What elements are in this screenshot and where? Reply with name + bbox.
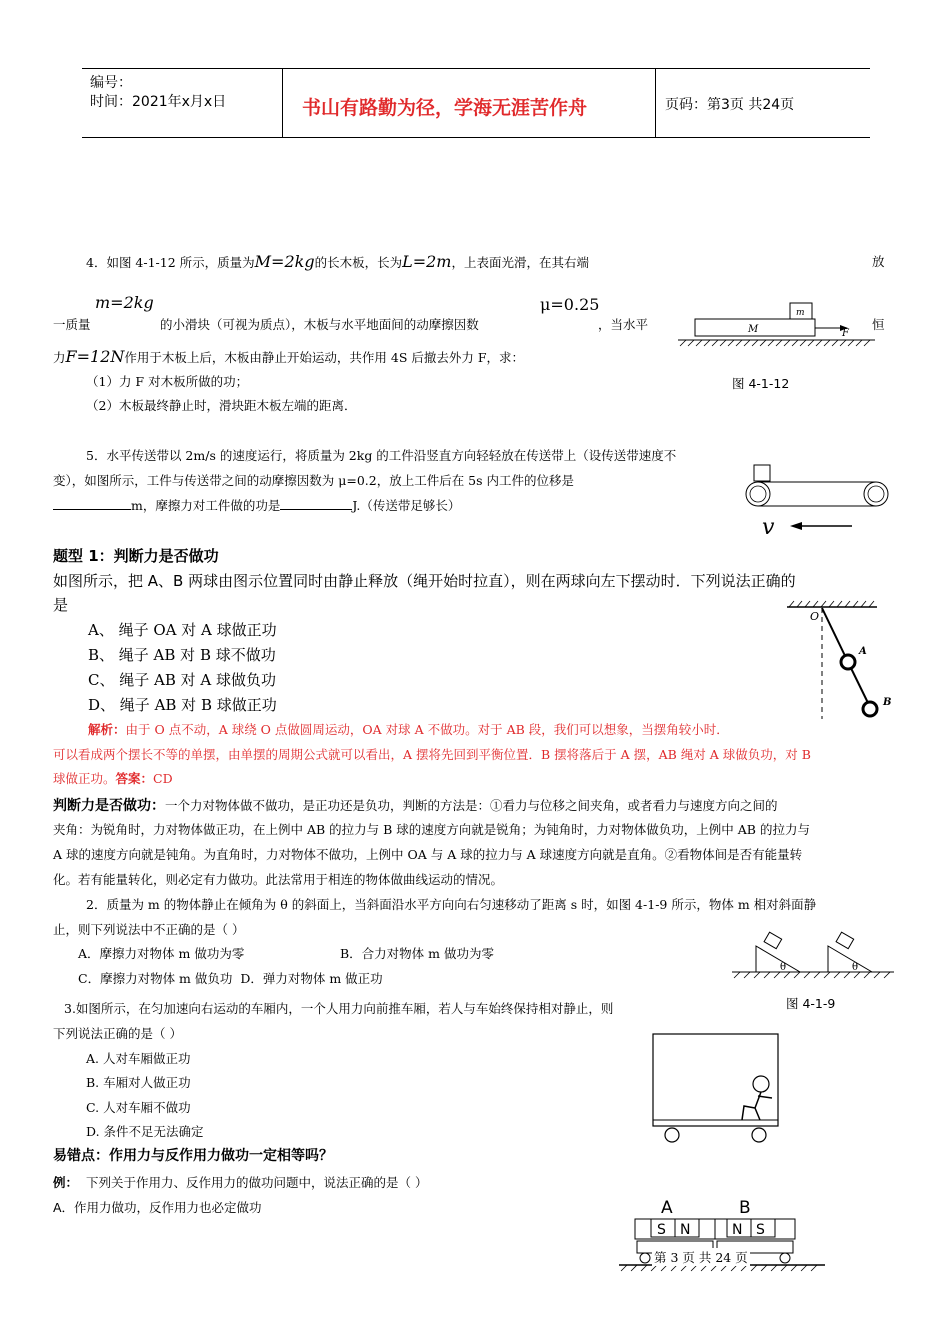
topic1-option-a: A、 绳子 OA 对 A 球做正功 — [88, 621, 277, 639]
figure-train-car — [648, 1032, 783, 1144]
incline-2 — [828, 946, 872, 972]
q3-option-c: C. 人对车厢不做功 — [86, 1100, 191, 1115]
fig-4-1-9-caption: 图 4-1-9 — [786, 996, 836, 1011]
fig-label-theta-2: θ — [852, 962, 859, 973]
q2-option-a: A．摩擦力对物体 m 做功为零 — [78, 946, 245, 961]
ground-hatch — [680, 340, 870, 346]
velocity-arrowhead — [790, 522, 802, 530]
figure-4-1-9 — [728, 918, 898, 980]
fig-label-m: m — [796, 308, 805, 318]
ball-A — [841, 655, 855, 669]
wheel-right — [752, 1128, 766, 1142]
figure-conveyor — [740, 462, 900, 542]
q4-line1: 4．如图 4-1-12 所示，质量为M=2kg的长木板，长为L=2m，上表面光滑，在其右端 — [86, 252, 589, 271]
q4-line1-tail: 放 — [872, 254, 885, 269]
q4-line3: 力F=12N作用于木板上后，木板由静止开始运动，共作用 4S 后撤去外力 F，求： — [53, 347, 525, 366]
judge-p3: A 球的速度方向就是钝角。为直角时，力对物体不做功，上例中 OA 与 A 球的拉力与 A 球速度方向就是直角。②看物体间是否有能量转 — [53, 847, 803, 862]
cart-B-wheel — [780, 1253, 790, 1263]
header-motto: 书山有路勤为径，学海无涯苦作舟 — [302, 97, 588, 119]
q4-line2b: 的小滑块（可视为质点），木板与水平地面间的动摩擦因数 — [160, 317, 479, 332]
block-1 — [764, 932, 782, 949]
q2-line2: 止，则下列说法中不正确的是（ ） — [53, 922, 245, 937]
q4-line2a: 一质量 — [53, 317, 91, 332]
q4-sub1: （1）力 F 对木板所做的功； — [86, 374, 249, 389]
magnet-A-S-label: S — [657, 1222, 666, 1238]
topic1-intro-1: 如图所示，把 A、B 两球由图示位置同时由静止释放（绳开始时拉直），则在两球向左下摆动时．下列说法正确的 — [53, 572, 796, 590]
judge-p4: 化。若有能量转化，则必定有力做功。此法常用于相连的物体做曲线运动的情况。 — [53, 872, 504, 887]
ground-hatch — [734, 972, 890, 978]
topic1-option-c: C、 绳子 AB 对 A 球做负功 — [88, 671, 277, 689]
q4-line2d: 恒 — [872, 317, 885, 332]
judge-p1: 判断力是否做功：一个力对物体做不做功，是正功还是负功，判断的方法是：①看力与位移之间夹角，或者看力与速度方向之间的 — [53, 798, 778, 814]
person-head — [753, 1076, 769, 1092]
topic1-analysis-2: 可以看成两个摆长不等的单摆，由单摆的周期公式就可以看出，A 摆将先回到平衡位置．B 摆将落后于 A 摆，AB 绳对 A 球做负功，对 B — [53, 747, 811, 762]
pitfall-option-a: A．作用力做功，反作用力也必定做功 — [53, 1200, 262, 1215]
figure-4-1-12 — [670, 300, 885, 360]
fig-label-A: A — [661, 1198, 673, 1218]
magnet-A-N-label: N — [680, 1222, 691, 1238]
pitfall-title: 易错点：作用力与反作用力做功一定相等吗？ — [53, 1148, 333, 1164]
header-page: 页码：第3页 共24页 — [665, 97, 795, 113]
q3-line1: 3.如图所示，在匀加速向右运动的车厢内，一个人用力向前推车厢，若人与车始终保持相对静止，则 — [64, 1001, 614, 1016]
q2-option-b: B．合力对物体 m 做功为零 — [340, 946, 494, 961]
ceiling-hatch — [789, 601, 874, 607]
topic1-option-d: D、 绳子 AB 对 B 球做正功 — [88, 696, 277, 714]
q4-line2c: ，当水平 — [598, 317, 649, 332]
fig-label-A: A — [859, 646, 867, 657]
q3-option-d: D. 条件不足无法确定 — [86, 1124, 204, 1139]
q4-mu-eq: μ=0.25 — [540, 295, 600, 314]
incline-1 — [756, 946, 800, 972]
topic1-analysis-3: 球做正功。答案：CD — [53, 771, 173, 786]
q5-line2: 变），如图所示，工件与传送带之间的动摩擦因数为 μ=0.2，放上工件后在 5s 内工件的位移是 — [53, 473, 575, 488]
topic1-analysis-1: 解析：由于 O 点不动，A 球绕 O 点做圆周运动，OA 对球 A 不做功。对于 AB 段，我们可以想象，当摆角较小时． — [88, 722, 729, 737]
cart-A-wheel — [640, 1253, 650, 1263]
fig-label-O: O — [810, 610, 820, 623]
q3-line2: 下列说法正确的是（ ） — [53, 1026, 182, 1041]
q2-line1: 2．质量为 m 的物体静止在倾角为 θ 的斜面上，当斜面沿水平方向向右匀速移动了距离 s 时，如图 4-1-9 所示，物体 m 相对斜面静 — [86, 897, 817, 912]
judge-p2: 夹角：为锐角时，力对物体做正功，在上例中 AB 的拉力与 B 球的速度方向就是锐角；为钝角时，力对物体做负功，上例中 AB 的拉力与 — [53, 822, 810, 837]
topic1-title: 题型 1：判断力是否做功 — [53, 547, 219, 565]
header-time: 时间：2021年x月x日 — [90, 94, 227, 110]
magnet-B-N-label: N — [732, 1222, 743, 1238]
q3-option-b: B. 车厢对人做正功 — [86, 1075, 191, 1090]
q2-option-cd: C．摩擦力对物体 m 做负功 D．弹力对物体 m 做正功 — [78, 971, 383, 986]
pitfall-example: 例： 下列关于作用力、反作用力的做功问题中，说法正确的是（ ） — [53, 1175, 428, 1190]
rope-OA — [822, 608, 848, 662]
q5-line1: 5．水平传送带以 2m/s 的速度运行，将质量为 2kg 的工件沿竖直方向轻轻放在传送带上（设传送带速度不 — [86, 448, 677, 463]
fig-label-v: v — [762, 515, 775, 540]
fig-label-B: B — [883, 697, 892, 708]
fig-label-F: F — [842, 328, 849, 339]
header-divider — [282, 68, 283, 137]
workpiece — [754, 465, 770, 481]
q5-line3: m，摩擦力对工件做的功是 J.（传送带足够长） — [53, 496, 460, 514]
topic1-intro-2: 是 — [53, 596, 69, 614]
q4-m-eq: m=2kg — [95, 293, 154, 312]
fig-label-theta-1: θ — [780, 962, 787, 973]
footer-page: 第 3 页 共 24 页 — [654, 1250, 748, 1265]
header-divider — [655, 68, 656, 137]
q5-blank-2[interactable] — [280, 509, 352, 510]
fig-label-B: B — [739, 1198, 751, 1218]
block-2 — [836, 932, 854, 949]
header-code: 编号： — [90, 75, 132, 91]
ball-B — [863, 702, 877, 716]
q5-blank-1[interactable] — [53, 509, 131, 510]
magnet-B-S-label: S — [756, 1222, 765, 1238]
q4-sub2: （2）木板最终静止时，滑块距木板左端的距离． — [86, 398, 357, 413]
fig-4-1-12-caption: 图 4-1-12 — [732, 376, 790, 391]
topic1-option-b: B、 绳子 AB 对 B 球不做功 — [88, 646, 276, 664]
q3-option-a: A. 人对车厢做正功 — [86, 1051, 191, 1066]
figure-pendulum — [785, 597, 895, 727]
wheel-left — [665, 1128, 679, 1142]
fig-label-M: M — [748, 324, 759, 335]
